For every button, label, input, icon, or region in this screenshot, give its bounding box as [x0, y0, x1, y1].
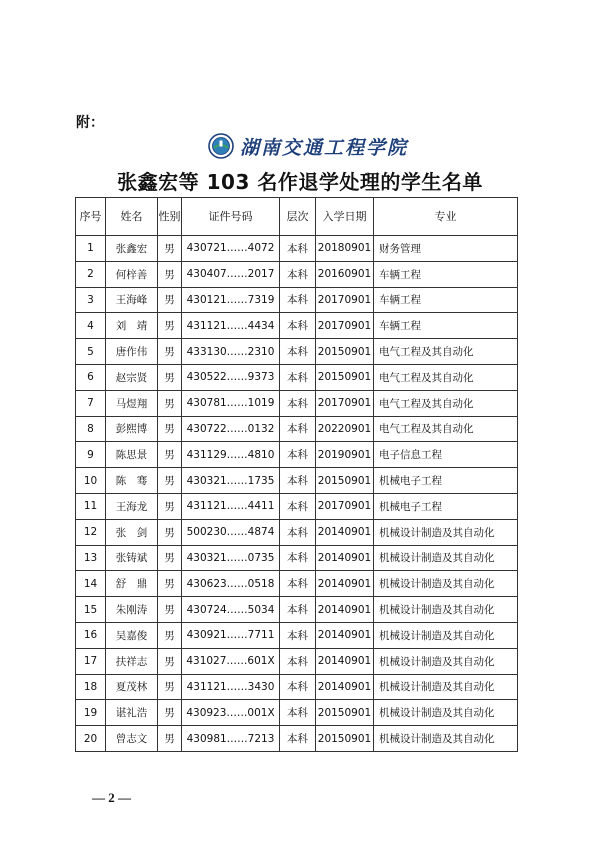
id-number-cell: 430921……7711 — [182, 622, 280, 648]
id-number-cell: 430321……1735 — [182, 468, 280, 494]
name-cell: 舒 鼎 — [106, 571, 158, 597]
enroll-date-cell: 20190901 — [316, 442, 374, 468]
gender-cell: 男 — [158, 468, 182, 494]
school-name: 湖南交通工程学院 — [240, 136, 409, 159]
name-cell: 扶祥志 — [106, 648, 158, 674]
major-cell: 机械电子工程 — [374, 493, 518, 519]
gender-cell: 男 — [158, 545, 182, 571]
level-cell: 本科 — [280, 648, 316, 674]
header-cell: 序号 — [76, 198, 106, 236]
name-cell: 刘 靖 — [106, 313, 158, 339]
major-cell: 机械设计制造及其自动化 — [374, 700, 518, 726]
major-cell: 电子信息工程 — [374, 442, 518, 468]
major-cell: 机械设计制造及其自动化 — [374, 674, 518, 700]
id-number-cell: 431121……4411 — [182, 493, 280, 519]
level-cell: 本科 — [280, 364, 316, 390]
enroll-date-cell: 20170901 — [316, 390, 374, 416]
table-row — [76, 571, 518, 597]
gender-cell: 男 — [158, 493, 182, 519]
level-cell: 本科 — [280, 468, 316, 494]
enroll-date-cell: 20150901 — [316, 339, 374, 365]
level-cell: 本科 — [280, 493, 316, 519]
table-row — [76, 519, 518, 545]
enroll-date-cell: 20170901 — [316, 287, 374, 313]
enroll-date-cell: 20140901 — [316, 571, 374, 597]
table-row — [76, 390, 518, 416]
name-cell: 王海峰 — [106, 287, 158, 313]
name-cell: 张鑫宏 — [106, 236, 158, 262]
gender-cell: 男 — [158, 648, 182, 674]
row-number-cell: 16 — [76, 622, 106, 648]
name-cell: 唐作伟 — [106, 339, 158, 365]
gender-cell: 男 — [158, 416, 182, 442]
enroll-date-cell: 20160901 — [316, 261, 374, 287]
level-cell: 本科 — [280, 261, 316, 287]
row-number-cell: 15 — [76, 597, 106, 623]
row-number-cell: 1 — [76, 236, 106, 262]
enroll-date-cell: 20140901 — [316, 674, 374, 700]
row-number-cell: 3 — [76, 287, 106, 313]
row-number-cell: 11 — [76, 493, 106, 519]
level-cell: 本科 — [280, 236, 316, 262]
gender-cell: 男 — [158, 236, 182, 262]
enroll-date-cell: 20150901 — [316, 726, 374, 752]
id-number-cell: 430923……001X — [182, 700, 280, 726]
attachment-label: 附： — [76, 115, 104, 131]
major-cell: 车辆工程 — [374, 313, 518, 339]
gender-cell: 男 — [158, 442, 182, 468]
gender-cell: 男 — [158, 674, 182, 700]
id-number-cell: 500230……4874 — [182, 519, 280, 545]
id-number-cell: 431027……601X — [182, 648, 280, 674]
enroll-date-cell: 20140901 — [316, 648, 374, 674]
table-row — [76, 622, 518, 648]
major-cell: 电气工程及其自动化 — [374, 416, 518, 442]
id-number-cell: 430522……9373 — [182, 364, 280, 390]
row-number-cell: 5 — [76, 339, 106, 365]
enroll-date-cell: 20150901 — [316, 700, 374, 726]
header-cell: 性别 — [158, 198, 182, 236]
major-cell: 电气工程及其自动化 — [374, 364, 518, 390]
major-cell: 机械设计制造及其自动化 — [374, 648, 518, 674]
header-cell: 入学日期 — [316, 198, 374, 236]
level-cell: 本科 — [280, 313, 316, 339]
table-row — [76, 545, 518, 571]
major-cell: 车辆工程 — [374, 287, 518, 313]
enroll-date-cell: 20150901 — [316, 468, 374, 494]
header-cell: 证件号码 — [182, 198, 280, 236]
id-number-cell: 430724……5034 — [182, 597, 280, 623]
row-number-cell: 2 — [76, 261, 106, 287]
gender-cell: 男 — [158, 700, 182, 726]
enroll-date-cell: 20170901 — [316, 313, 374, 339]
major-cell: 机械设计制造及其自动化 — [374, 519, 518, 545]
level-cell: 本科 — [280, 442, 316, 468]
enroll-date-cell: 20180901 — [316, 236, 374, 262]
gender-cell: 男 — [158, 622, 182, 648]
gender-cell: 男 — [158, 313, 182, 339]
gender-cell: 男 — [158, 261, 182, 287]
id-number-cell: 430121……7319 — [182, 287, 280, 313]
enroll-date-cell: 20140901 — [316, 622, 374, 648]
student-table — [75, 197, 518, 752]
school-logo — [208, 130, 408, 162]
row-number-cell: 18 — [76, 674, 106, 700]
school-seal-icon — [208, 133, 234, 159]
row-number-cell: 19 — [76, 700, 106, 726]
major-cell: 电气工程及其自动化 — [374, 390, 518, 416]
table-row — [76, 726, 518, 752]
page-number: — 2 — — [92, 790, 131, 805]
table-row — [76, 674, 518, 700]
gender-cell: 男 — [158, 597, 182, 623]
row-number-cell: 12 — [76, 519, 106, 545]
id-number-cell: 433130……2310 — [182, 339, 280, 365]
name-cell: 赵宗贤 — [106, 364, 158, 390]
table-row — [76, 416, 518, 442]
table-row — [76, 597, 518, 623]
header-cell: 专业 — [374, 198, 518, 236]
id-number-cell: 430781……1019 — [182, 390, 280, 416]
id-number-cell: 430722……0132 — [182, 416, 280, 442]
name-cell: 张 剑 — [106, 519, 158, 545]
major-cell: 车辆工程 — [374, 261, 518, 287]
id-number-cell: 431121……3430 — [182, 674, 280, 700]
enroll-date-cell: 20140901 — [316, 597, 374, 623]
row-number-cell: 17 — [76, 648, 106, 674]
name-cell: 朱刚涛 — [106, 597, 158, 623]
gender-cell: 男 — [158, 726, 182, 752]
row-number-cell: 20 — [76, 726, 106, 752]
major-cell: 机械设计制造及其自动化 — [374, 597, 518, 623]
major-cell: 机械设计制造及其自动化 — [374, 726, 518, 752]
level-cell: 本科 — [280, 700, 316, 726]
major-cell: 机械电子工程 — [374, 468, 518, 494]
id-number-cell: 430981……7213 — [182, 726, 280, 752]
gender-cell: 男 — [158, 571, 182, 597]
major-cell: 财务管理 — [374, 236, 518, 262]
level-cell: 本科 — [280, 287, 316, 313]
name-cell: 何梓善 — [106, 261, 158, 287]
level-cell: 本科 — [280, 622, 316, 648]
row-number-cell: 13 — [76, 545, 106, 571]
row-number-cell: 6 — [76, 364, 106, 390]
enroll-date-cell: 20140901 — [316, 545, 374, 571]
table-row — [76, 313, 518, 339]
table-row — [76, 287, 518, 313]
level-cell: 本科 — [280, 339, 316, 365]
name-cell: 陈思景 — [106, 442, 158, 468]
row-number-cell: 9 — [76, 442, 106, 468]
table-row — [76, 442, 518, 468]
gender-cell: 男 — [158, 364, 182, 390]
table-row — [76, 468, 518, 494]
table-row — [76, 261, 518, 287]
level-cell: 本科 — [280, 726, 316, 752]
name-cell: 彭熙博 — [106, 416, 158, 442]
row-number-cell: 4 — [76, 313, 106, 339]
row-number-cell: 14 — [76, 571, 106, 597]
gender-cell: 男 — [158, 339, 182, 365]
document-title: 张鑫宏等 103 名作退学处理的学生名单 — [117, 170, 483, 194]
name-cell: 谌礼浩 — [106, 700, 158, 726]
name-cell: 曾志文 — [106, 726, 158, 752]
id-number-cell: 430407……2017 — [182, 261, 280, 287]
header-cell: 层次 — [280, 198, 316, 236]
enroll-date-cell: 20220901 — [316, 416, 374, 442]
name-cell: 陈 骞 — [106, 468, 158, 494]
row-number-cell: 10 — [76, 468, 106, 494]
level-cell: 本科 — [280, 519, 316, 545]
name-cell: 吴嘉俊 — [106, 622, 158, 648]
gender-cell: 男 — [158, 519, 182, 545]
enroll-date-cell: 20150901 — [316, 364, 374, 390]
id-number-cell: 431129……4810 — [182, 442, 280, 468]
major-cell: 机械设计制造及其自动化 — [374, 622, 518, 648]
name-cell: 夏茂林 — [106, 674, 158, 700]
id-number-cell: 430623……0518 — [182, 571, 280, 597]
level-cell: 本科 — [280, 545, 316, 571]
row-number-cell: 8 — [76, 416, 106, 442]
id-number-cell: 431121……4434 — [182, 313, 280, 339]
header-cell: 姓名 — [106, 198, 158, 236]
name-cell: 马煜翔 — [106, 390, 158, 416]
gender-cell: 男 — [158, 287, 182, 313]
gender-cell: 男 — [158, 390, 182, 416]
name-cell: 张铸斌 — [106, 545, 158, 571]
table-row — [76, 648, 518, 674]
major-cell: 电气工程及其自动化 — [374, 339, 518, 365]
table-header-row — [76, 198, 518, 236]
table-row — [76, 493, 518, 519]
table-row — [76, 339, 518, 365]
enroll-date-cell: 20140901 — [316, 519, 374, 545]
level-cell: 本科 — [280, 390, 316, 416]
level-cell: 本科 — [280, 571, 316, 597]
level-cell: 本科 — [280, 597, 316, 623]
name-cell: 王海龙 — [106, 493, 158, 519]
major-cell: 机械设计制造及其自动化 — [374, 571, 518, 597]
table-row — [76, 236, 518, 262]
table-row — [76, 700, 518, 726]
row-number-cell: 7 — [76, 390, 106, 416]
id-number-cell: 430721……4072 — [182, 236, 280, 262]
id-number-cell: 430321……0735 — [182, 545, 280, 571]
level-cell: 本科 — [280, 416, 316, 442]
enroll-date-cell: 20170901 — [316, 493, 374, 519]
table-row — [76, 364, 518, 390]
level-cell: 本科 — [280, 674, 316, 700]
major-cell: 机械设计制造及其自动化 — [374, 545, 518, 571]
